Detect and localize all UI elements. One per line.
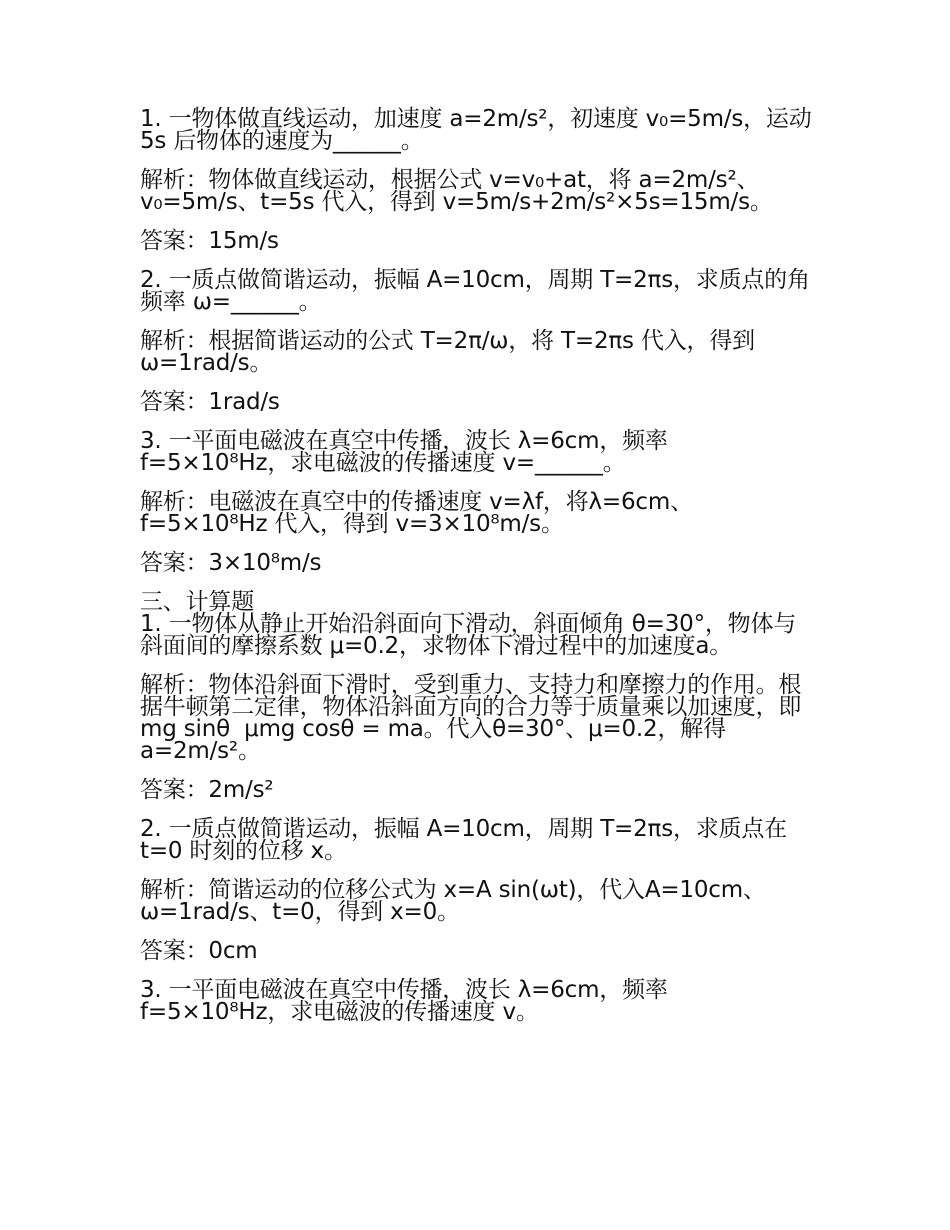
calc-analysis-2: 解析：简谐运动的位移公式为 x=A sin(ωt)，代入A=10cm、ω=1rad/s、t=0，得到 x=0。: [140, 877, 766, 925]
answer-2: 答案：1rad/s: [140, 389, 280, 415]
section-heading-calculation: 三、计算题: [140, 589, 255, 615]
analysis-3: 解析：电磁波在真空中的传播速度 v=λf，将λ=6cm、f=5×10⁸Hz 代入，得到 v=3×10⁸m/s。: [140, 489, 693, 537]
analysis-1: 解析：物体做直线运动，根据公式 v=v₀+at，将 a=2m/s²、v₀=5m/s、t=5s 代入，得到 v=5m/s+2m/s²×5s=15m/s。: [140, 167, 773, 215]
calc-analysis-1: 解析：物体沿斜面下滑时，受到重力、支持力和摩擦力的作用。根据牛顿第二定律，物体沿斜面方向的合力等于质量乘以加速度，即 mg sinθ μmg cosθ = ma。代入θ=30°、μ=0.2，解得 a=2m/s²。: [140, 672, 809, 764]
calc-answer-2: 答案：0cm: [140, 938, 258, 964]
analysis-2: 解析：根据简谐运动的公式 T=2π/ω，将 T=2πs 代入，得到ω=1rad/s。: [140, 328, 755, 376]
fill-blank-question-1: 1. 一物体做直线运动，加速度 a=2m/s²，初速度 v₀=5m/s，运动 5s 后物体的速度为______。: [140, 106, 819, 154]
document-body: [140, 106, 819, 1040]
calc-question-2: 2. 一质点做简谐运动，振幅 A=10cm，周期 T=2πs，求质点在 t=0 时刻的位移 x。: [140, 816, 795, 864]
calc-question-3: 3. 一平面电磁波在真空中传播，波长 λ=6cm，频率f=5×10⁸Hz，求电磁波的传播速度 v。: [140, 977, 668, 1025]
calc-answer-1: 答案：2m/s²: [140, 777, 274, 803]
answer-1: 答案：15m/s: [140, 228, 279, 254]
fill-blank-question-3: 3. 一平面电磁波在真空中传播，波长 λ=6cm，频率f=5×10⁸Hz，求电磁波的传播速度 v=______。: [140, 428, 668, 476]
fill-blank-question-2: 2. 一质点做简谐运动，振幅 A=10cm，周期 T=2πs，求质点的角频率 ω=______。: [140, 267, 810, 315]
answer-3: 答案：3×10⁸m/s: [140, 550, 322, 576]
calc-question-1: 1. 一物体从静止开始沿斜面向下滑动，斜面倾角 θ=30°，物体与斜面间的摩擦系数 μ=0.2，求物体下滑过程中的加速度a。: [140, 611, 797, 659]
